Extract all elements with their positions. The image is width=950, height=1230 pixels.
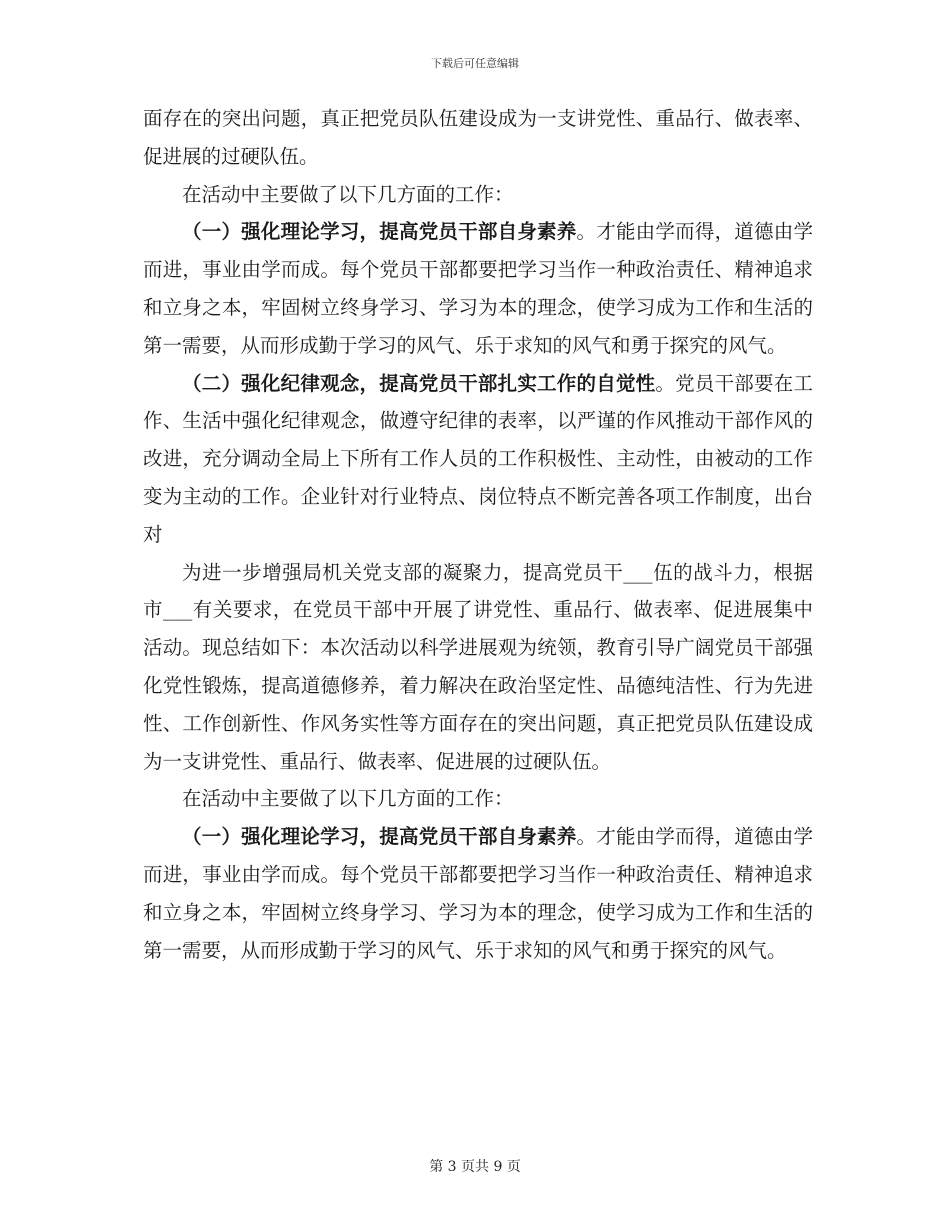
paragraph-5-text: 为进一步增强局机关党支部的凝聚力，提高党员干___伍的战斗力，根据市___有关要求，在党员干部中开展了讲党性、重品行、做表率、促进展集中活动。现总结如下：本次活动以科学进展观为统领，教育引导广阔党员干部强化党性锻炼，提高道德修养，着力解决在政治坚定性、品德纯洁性、行为先进性、工作创新性、作风务实性等方面存在的突出问题，真正把党员队伍建设成为一支讲党性、重品行、做表率、促进展的过硬队伍。 — [143, 560, 813, 773]
paragraph-7-heading: （一）强化理论学习，提高党员干部自身素养 — [182, 825, 577, 849]
paragraph-4 — [143, 365, 813, 554]
paragraph-5 — [143, 554, 813, 781]
paragraph-7-text: 。才能由学而得，道德由学而进，事业由学而成。每个党员干部都要把学习当作一种政治责任、精神追求和立身之本，牢固树立终身学习、学习为本的理念，使学习成为工作和生活的第一需要，从而形成勤于学习的风气、乐于求知的风气和勇于探究的风气。 — [143, 825, 813, 962]
paragraph-6 — [143, 780, 813, 818]
paragraph-3-heading: （一）强化理论学习，提高党员干部自身素养 — [182, 220, 577, 244]
page-number: 第 3 页共 9 页 — [429, 1159, 521, 1175]
document-body — [143, 100, 813, 969]
paragraph-2-text: 在活动中主要做了以下几方面的工作： — [182, 182, 514, 206]
page-header: 下载后可任意编辑 — [431, 57, 519, 70]
paragraph-4-heading: （二）强化纪律观念，提高党员干部扎实工作的自觉性 — [182, 371, 656, 395]
paragraph-1-text: 面存在的突出问题，真正把党员队伍建设成为一支讲党性、重品行、做表率、促进展的过硬队伍。 — [143, 107, 813, 168]
paragraph-2 — [143, 176, 813, 214]
paragraph-3-text: 。才能由学而得，道德由学而进，事业由学而成。每个党员干部都要把学习当作一种政治责任、精神追求和立身之本，牢固树立终身学习、学习为本的理念，使学习成为工作和生活的第一需要，从而形成勤于学习的风气、乐于求知的风气和勇于探究的风气。 — [143, 220, 813, 357]
paragraph-4-text: 。党员干部要在工作、生活中强化纪律观念，做遵守纪律的表率，以严谨的作风推动干部作风的改进，充分调动全局上下所有工作人员的工作积极性、主动性，由被动的工作变为主动的工作。企业针对行业特点、岗位特点不断完善各项工作制度，出台对 — [143, 371, 813, 546]
paragraph-1 — [143, 100, 813, 176]
paragraph-7 — [143, 818, 813, 969]
paragraph-3 — [143, 213, 813, 364]
paragraph-6-text: 在活动中主要做了以下几方面的工作： — [182, 787, 514, 811]
